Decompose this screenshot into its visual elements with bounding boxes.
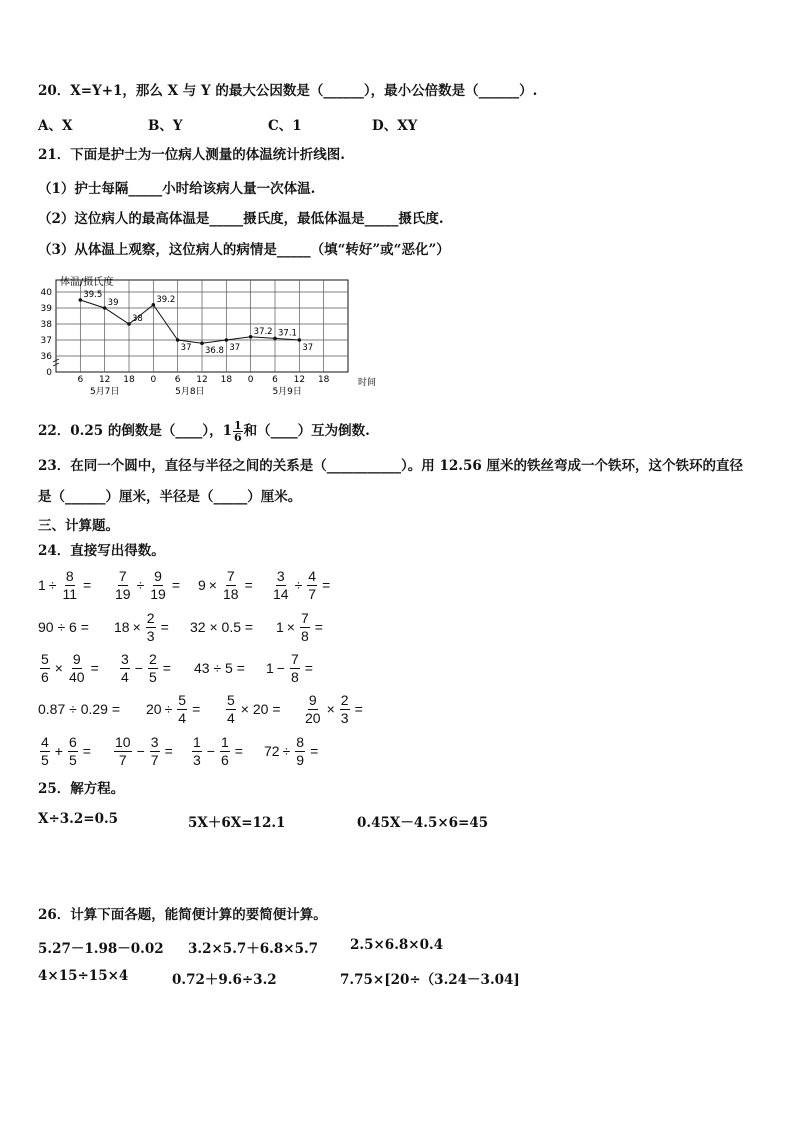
q24-title: 24．直接写出得数。 (38, 543, 165, 559)
q22-frac-denominator: 6 (234, 431, 242, 444)
data-point-label: 37 (229, 343, 241, 353)
y-tick-label: 39 (40, 304, 52, 314)
temperature-line-chart (34, 272, 394, 402)
q22-frac-numerator: 1 (234, 419, 242, 432)
data-point (79, 298, 83, 302)
data-point-label: 37.2 (253, 326, 273, 337)
q24-expr-13: 0.87 ÷ 0.29 = (38, 701, 121, 717)
q25-equation-3: 0.45X－4.5×6=45 (357, 815, 489, 831)
q24-expr-8: 1 × $\frac{7}{8}$ = (276, 609, 323, 644)
q26-expr-6: 7.75×[20÷（3.24－3.04] (340, 972, 520, 988)
x-tick-label: 0 (150, 375, 157, 385)
data-point (103, 306, 107, 310)
q25-title: 25．解方程。 (38, 781, 125, 797)
date-label: 5月7日 (89, 387, 120, 397)
q24-expr-12: 1 − $\frac{7}{8}$ = (266, 650, 313, 685)
x-tick-label: 6 (272, 375, 278, 385)
data-point-label: 39.5 (83, 290, 103, 300)
x-tick-label: 12 (293, 375, 306, 385)
x-tick-labels (77, 375, 329, 385)
q26-expr-2: 3.2×5.7＋6.8×5.7 (188, 941, 319, 957)
data-point-label: 37 (302, 343, 314, 353)
x-tick-label: 0 (247, 375, 254, 385)
x-tick-label: 18 (123, 375, 135, 385)
q20-option-b: B、Y (148, 118, 183, 134)
date-labels (90, 386, 302, 397)
q24-expr-11: 43 ÷ 5 = (194, 660, 245, 676)
data-point-labels (83, 290, 313, 356)
q21-sub1: （1）护士每隔_____小时给该病人量一次体温. (38, 181, 316, 197)
q24-expr-4: $\frac{3}{14}$ ÷ $\frac{4}{7}$ = (273, 567, 331, 602)
data-point (298, 338, 302, 342)
q21-title: 21．下面是护士为一位病人测量的体温统计折线图. (38, 147, 345, 163)
q25-equation-2: 5X＋6X=12.1 (188, 815, 286, 831)
q26-expr-5: 0.72＋9.6÷3.2 (172, 972, 277, 988)
y-tick-label: 36 (40, 352, 52, 362)
q20-option-a: A、X (38, 118, 73, 134)
q22-mixed-fraction (233, 420, 243, 443)
data-point-label: 36.8 (205, 346, 224, 357)
q20-text: 20．X=Y+1，那么 X 与 Y 的最大公因数是（______），最小公倍数是（______）. (38, 83, 538, 99)
x-axis-label: 时间 (358, 378, 377, 388)
q22-line (38, 420, 370, 443)
y-tick-labels (41, 288, 53, 378)
q23-line1: 23．在同一个圆中，直径与半径之间的关系是（___________）。用 12.56 厘米的铁丝弯成一个铁环，这个铁环的直径 (38, 458, 743, 474)
data-point (200, 341, 204, 345)
data-point-label: 38 (132, 314, 143, 324)
data-point (273, 337, 277, 341)
date-label: 5月8日 (175, 387, 205, 397)
x-tick-label: 12 (196, 375, 208, 385)
q24-expr-17: $\frac{4}{5}$ + $\frac{6}{5}$ = (41, 733, 91, 768)
q26-expr-4: 4×15÷15×4 (38, 968, 129, 984)
x-tick-label: 12 (98, 375, 111, 385)
q22-suffix: 和（____）互为倒数. (243, 423, 370, 439)
q24-expr-10: $\frac{3}{4}$ − $\frac{2}{5}$ = (121, 650, 171, 685)
data-point (225, 338, 229, 342)
q20-option-d: D、XY (372, 118, 418, 134)
q24-expr-14: 20 ÷ $\frac{5}{4}$ = (146, 691, 201, 726)
q24-expr-2: $\frac{7}{19}$ ÷ $\frac{9}{19}$ = (115, 567, 181, 602)
data-point (176, 338, 180, 342)
q24-expr-1: 1 ÷ $\frac{8}{11}$ = (38, 567, 92, 602)
q22-prefix: 22．0.25 的倒数是（____），1 (38, 423, 233, 439)
y-tick-label: 0 (46, 368, 52, 378)
q20-option-c: C、1 (268, 118, 302, 134)
q24-expr-15: $\frac{5}{4}$ × 20 = (227, 691, 281, 726)
data-point (152, 303, 156, 307)
data-point-label: 37.1 (278, 328, 297, 339)
q24-expr-5: 90 ÷ 6 = (38, 619, 89, 635)
data-point-label: 37 (180, 343, 192, 353)
q26-expr-3: 2.5×6.8×0.4 (350, 937, 444, 953)
q24-expr-20: 72 ÷ $\frac{8}{9}$ = (264, 733, 319, 768)
q23-line2: 是（______）厘米，半径是（_____）厘米。 (38, 489, 302, 505)
data-point-label: 39.2 (156, 294, 176, 305)
y-tick-label: 38 (40, 320, 52, 330)
x-tick-label: 6 (174, 375, 181, 385)
q21-sub2: （2）这位病人的最高体温是_____摄氏度，最低体温是_____摄氏度. (38, 211, 444, 227)
q21-sub3: （3）从体温上观察，这位病人的病情是_____（填“转好”或“恶化”） (38, 242, 450, 258)
section-heading: 三、计算题。 (38, 518, 119, 534)
y-tick-label: 37 (40, 336, 52, 346)
q24-expr-19: $\frac{1}{3}$ − $\frac{1}{6}$ = (193, 733, 243, 768)
q26-expr-1: 5.27－1.98－0.02 (38, 941, 164, 957)
data-point-label: 39 (107, 298, 119, 308)
q24-expr-6: 18 × $\frac{2}{3}$ = (114, 609, 169, 644)
x-tick-label: 18 (220, 375, 233, 385)
q26-title: 26．计算下面各题，能简便计算的要简便计算。 (38, 907, 327, 923)
x-tick-label: 6 (77, 375, 84, 385)
q24-expr-3: 9 × $\frac{7}{18}$ = (198, 567, 253, 602)
q24-expr-16: $\frac{9}{20}$ × $\frac{2}{3}$ = (305, 691, 363, 726)
chart-title: 体温/摄氏度 (60, 277, 114, 288)
data-point (249, 335, 253, 339)
date-label: 5月9日 (272, 387, 302, 397)
q24-expr-18: $\frac{10}{7}$ − $\frac{3}{7}$ = (115, 733, 173, 768)
q25-equation-1: X÷3.2=0.5 (38, 811, 119, 827)
q24-expr-7: 32 × 0.5 = (190, 619, 254, 635)
y-tick-label: 40 (40, 288, 52, 298)
x-tick-label: 18 (317, 375, 330, 385)
q24-expr-9: $\frac{5}{6}$ × $\frac{9}{40}$ = (41, 650, 99, 685)
data-point (127, 322, 131, 326)
